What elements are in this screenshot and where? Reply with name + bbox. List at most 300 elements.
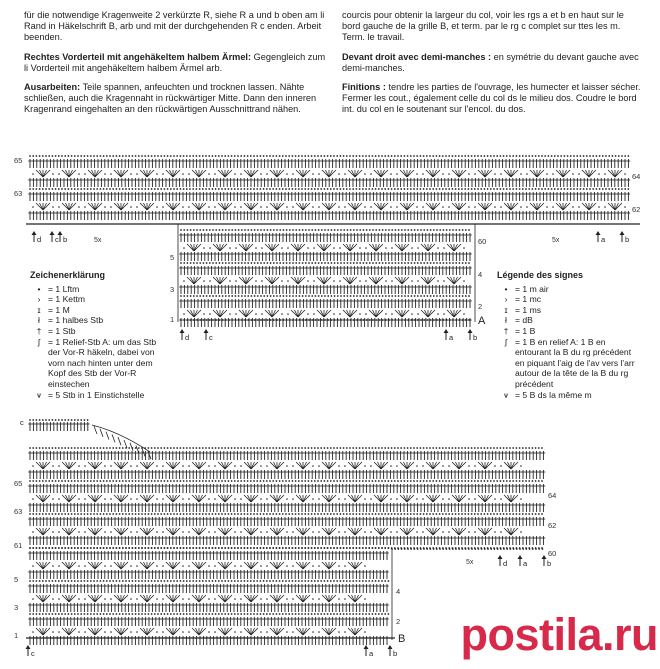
- fan-mark: [350, 244, 357, 251]
- chain-mark: [287, 247, 289, 249]
- chain-mark: [45, 447, 47, 449]
- fan-mark: [194, 277, 201, 284]
- chain-mark: [212, 188, 214, 190]
- fan-mark: [530, 170, 537, 177]
- chain-mark: [414, 229, 416, 231]
- chain-mark: [276, 262, 278, 264]
- chain-mark: [320, 155, 322, 157]
- chain-mark: [372, 480, 374, 482]
- chain-mark: [119, 188, 121, 190]
- chain-mark: [359, 262, 361, 264]
- chain-mark: [605, 155, 607, 157]
- chain-mark: [144, 480, 146, 482]
- chain-mark: [263, 188, 265, 190]
- chain-mark: [554, 188, 556, 190]
- chain-mark: [388, 295, 390, 297]
- chain-mark: [307, 313, 309, 315]
- chain-mark: [205, 188, 207, 190]
- chain-mark: [349, 447, 351, 449]
- chain-mark: [410, 480, 412, 482]
- chain-mark: [104, 465, 106, 467]
- chain-mark: [208, 480, 210, 482]
- chain-mark: [370, 173, 372, 175]
- chain-mark: [370, 465, 372, 467]
- chain-mark: [429, 155, 431, 157]
- chain-mark: [516, 188, 518, 190]
- chain-mark: [68, 419, 70, 421]
- chain-mark: [420, 480, 422, 482]
- chain-mark: [484, 188, 486, 190]
- chain-mark: [522, 447, 524, 449]
- chain-mark: [528, 155, 530, 157]
- chain-mark: [538, 447, 540, 449]
- chain-mark: [228, 295, 230, 297]
- chain-mark: [452, 295, 454, 297]
- chain-mark: [324, 229, 326, 231]
- chain-mark: [519, 188, 521, 190]
- chain-mark: [404, 262, 406, 264]
- chain-mark: [455, 447, 457, 449]
- chain-mark: [321, 319, 323, 321]
- chain-mark: [209, 262, 211, 264]
- chain-mark: [250, 188, 252, 190]
- chain-mark: [333, 188, 335, 190]
- chain-mark: [122, 188, 124, 190]
- chart-a-label: A: [478, 315, 486, 327]
- chain-mark: [449, 229, 451, 231]
- fan-mark: [187, 277, 194, 284]
- chain-mark: [427, 295, 429, 297]
- chain-mark: [162, 206, 164, 208]
- chain-mark: [324, 262, 326, 264]
- chain-mark: [160, 447, 162, 449]
- fan-mark: [199, 170, 206, 177]
- chain-mark: [302, 229, 304, 231]
- chain-mark: [369, 295, 371, 297]
- chain-mark: [199, 229, 201, 231]
- chain-mark: [295, 155, 297, 157]
- chain-mark: [411, 262, 413, 264]
- chain-mark: [257, 319, 259, 321]
- chain-mark: [344, 206, 346, 208]
- chain-mark: [261, 313, 263, 315]
- chain-mark: [474, 188, 476, 190]
- chain-mark: [183, 188, 185, 190]
- chain-mark: [170, 188, 172, 190]
- chain-mark: [439, 295, 441, 297]
- chain-mark: [512, 447, 514, 449]
- chain-mark: [427, 229, 429, 231]
- chain-mark: [313, 313, 315, 315]
- chain-mark: [384, 155, 386, 157]
- chain-mark: [84, 465, 86, 467]
- chain-mark: [289, 262, 291, 264]
- chain-mark: [241, 262, 243, 264]
- chain-mark: [391, 262, 393, 264]
- chain-mark: [480, 155, 482, 157]
- chain-mark: [404, 229, 406, 231]
- chain-mark: [433, 295, 435, 297]
- stitch-mark: [130, 443, 133, 451]
- chain-mark: [365, 480, 367, 482]
- chain-mark: [32, 465, 34, 467]
- fan-mark: [88, 462, 95, 469]
- chain-mark: [58, 188, 60, 190]
- chain-mark: [269, 480, 271, 482]
- fan-mark: [213, 310, 220, 317]
- german-intro: für die notwendige Kragenweite 2 verkürzte R, siehe R a und b oben am li Rand in Häkelschrift B, arb und mit der durchgehenden R c enden. Arbeit beenden.: [24, 10, 325, 43]
- fan-mark: [199, 462, 206, 469]
- fan-mark: [69, 203, 76, 210]
- chain-mark: [311, 188, 313, 190]
- chain-mark: [404, 480, 406, 482]
- chain-mark: [333, 155, 335, 157]
- fan-mark: [355, 462, 362, 469]
- chain-mark: [298, 447, 300, 449]
- chain-mark: [618, 188, 620, 190]
- chain-mark: [222, 262, 224, 264]
- fan-mark: [433, 462, 440, 469]
- french-right-front-title: Devant droit avec demi-manches :: [342, 51, 492, 62]
- fan-mark: [317, 244, 324, 251]
- fan-mark: [407, 203, 414, 210]
- chain-mark: [395, 319, 397, 321]
- chain-mark: [321, 229, 323, 231]
- chain-mark: [235, 262, 237, 264]
- chain-mark: [276, 155, 278, 157]
- chain-mark: [276, 319, 278, 321]
- chain-mark: [247, 188, 249, 190]
- chain-mark: [407, 480, 409, 482]
- chain-mark: [416, 447, 418, 449]
- chain-mark: [228, 262, 230, 264]
- chain-mark: [234, 465, 236, 467]
- chain-mark: [270, 295, 272, 297]
- chain-mark: [331, 319, 333, 321]
- chain-mark: [186, 480, 188, 482]
- chain-mark: [599, 188, 601, 190]
- chain-mark: [29, 188, 31, 190]
- chain-mark: [240, 465, 242, 467]
- chain-mark: [189, 155, 191, 157]
- chain-mark: [240, 188, 242, 190]
- fan-mark: [322, 462, 329, 469]
- chain-mark: [78, 465, 80, 467]
- fan-mark: [421, 310, 428, 317]
- chain-mark: [283, 295, 285, 297]
- chain-mark: [48, 188, 50, 190]
- chain-mark: [388, 229, 390, 231]
- chain-mark: [366, 295, 368, 297]
- fan-mark: [192, 203, 199, 210]
- arrow-head: [32, 231, 37, 235]
- chain-mark: [366, 319, 368, 321]
- chain-mark: [484, 447, 486, 449]
- chain-mark: [231, 229, 233, 231]
- chain-mark: [263, 480, 265, 482]
- chain-mark: [186, 188, 188, 190]
- chain-mark: [203, 313, 205, 315]
- chain-mark: [234, 188, 236, 190]
- chain-mark: [292, 155, 294, 157]
- chain-mark: [251, 319, 253, 321]
- chain-mark: [125, 447, 127, 449]
- chain-mark: [343, 262, 345, 264]
- chain-mark: [196, 229, 198, 231]
- chain-mark: [305, 262, 307, 264]
- chain-mark: [71, 419, 73, 421]
- chain-mark: [359, 188, 361, 190]
- chain-mark: [416, 173, 418, 175]
- chain-mark: [302, 262, 304, 264]
- chain-mark: [317, 447, 319, 449]
- chain-mark: [490, 480, 492, 482]
- chain-mark: [64, 155, 66, 157]
- chain-mark: [312, 465, 314, 467]
- chain-mark: [254, 319, 256, 321]
- chain-mark: [468, 480, 470, 482]
- chain-mark: [241, 319, 243, 321]
- chain-mark: [398, 295, 400, 297]
- chain-mark: [266, 465, 268, 467]
- chain-mark: [564, 155, 566, 157]
- chain-mark: [234, 206, 236, 208]
- chain-mark: [36, 447, 38, 449]
- chain-mark: [448, 480, 450, 482]
- fan-mark: [537, 170, 544, 177]
- chain-mark: [285, 447, 287, 449]
- chain-mark: [340, 262, 342, 264]
- chain-mark: [257, 229, 259, 231]
- chain-mark: [608, 155, 610, 157]
- chain-mark: [125, 155, 127, 157]
- fan-mark: [381, 170, 388, 177]
- chain-mark: [388, 155, 390, 157]
- chain-mark: [378, 155, 380, 157]
- chain-mark: [273, 295, 275, 297]
- chain-mark: [238, 319, 240, 321]
- chain-mark: [52, 173, 54, 175]
- chain-mark: [340, 447, 342, 449]
- chain-mark: [135, 188, 137, 190]
- fan-mark: [589, 203, 596, 210]
- chain-mark: [423, 447, 425, 449]
- chain-mark: [52, 480, 54, 482]
- chain-mark: [100, 447, 102, 449]
- chain-mark: [446, 262, 448, 264]
- chain-mark: [229, 247, 231, 249]
- chain-mark: [87, 447, 89, 449]
- fan-mark: [291, 277, 298, 284]
- chain-mark: [238, 229, 240, 231]
- fan-mark: [114, 170, 121, 177]
- chain-mark: [272, 188, 274, 190]
- chain-mark: [183, 313, 185, 315]
- chain-mark: [356, 155, 358, 157]
- chain-mark: [468, 447, 470, 449]
- chain-mark: [189, 447, 191, 449]
- chain-mark: [289, 295, 291, 297]
- fan-mark: [459, 462, 466, 469]
- chain-mark: [48, 419, 50, 421]
- chain-mark: [272, 155, 274, 157]
- chain-mark: [334, 295, 336, 297]
- chain-mark: [423, 155, 425, 157]
- chain-mark: [557, 188, 559, 190]
- fan-mark: [395, 277, 402, 284]
- chain-mark: [350, 229, 352, 231]
- chain-mark: [420, 262, 422, 264]
- chain-mark: [443, 313, 445, 315]
- chain-mark: [193, 262, 195, 264]
- chain-mark: [423, 480, 425, 482]
- chain-mark: [283, 262, 285, 264]
- fan-mark: [369, 277, 376, 284]
- chain-mark: [407, 262, 409, 264]
- chain-mark: [231, 155, 233, 157]
- chain-mark: [455, 480, 457, 482]
- chain-mark: [212, 447, 214, 449]
- row-number: 3: [170, 285, 175, 294]
- chain-mark: [260, 465, 262, 467]
- chain-mark: [433, 319, 435, 321]
- chain-mark: [203, 319, 205, 321]
- fan-mark: [478, 203, 485, 210]
- chain-mark: [61, 188, 63, 190]
- chain-mark: [255, 280, 257, 282]
- chain-mark: [250, 480, 252, 482]
- chain-mark: [560, 188, 562, 190]
- chain-mark: [372, 295, 374, 297]
- chain-mark: [80, 480, 82, 482]
- fan-mark: [563, 203, 570, 210]
- chain-mark: [167, 447, 169, 449]
- chain-mark: [112, 447, 114, 449]
- chain-mark: [32, 447, 34, 449]
- chain-mark: [285, 480, 287, 482]
- fan-mark: [303, 462, 310, 469]
- chain-mark: [365, 155, 367, 157]
- chain-mark: [148, 480, 150, 482]
- chain-mark: [279, 447, 281, 449]
- chain-mark: [551, 155, 553, 157]
- chain-mark: [363, 262, 365, 264]
- chain-mark: [247, 229, 249, 231]
- chain-mark: [448, 465, 450, 467]
- chain-mark: [436, 295, 438, 297]
- chain-mark: [463, 313, 465, 315]
- chain-mark: [218, 447, 220, 449]
- chain-mark: [487, 480, 489, 482]
- chain-mark: [221, 155, 223, 157]
- chain-mark: [525, 447, 527, 449]
- chain-mark: [199, 262, 201, 264]
- chain-mark: [576, 155, 578, 157]
- chain-mark: [353, 229, 355, 231]
- chain-mark: [71, 188, 73, 190]
- chain-mark: [334, 229, 336, 231]
- chain-mark: [106, 155, 108, 157]
- chain-mark: [273, 229, 275, 231]
- fan-mark: [246, 244, 253, 251]
- chain-mark: [61, 480, 63, 482]
- fan-mark: [322, 203, 329, 210]
- chain-mark: [193, 229, 195, 231]
- chain-mark: [292, 480, 294, 482]
- chain-mark: [446, 319, 448, 321]
- chain-mark: [170, 480, 172, 482]
- chain-mark: [244, 262, 246, 264]
- chain-mark: [484, 480, 486, 482]
- fan-mark: [244, 203, 251, 210]
- fan-mark: [381, 462, 388, 469]
- chain-mark: [45, 188, 47, 190]
- chain-mark: [196, 188, 198, 190]
- chain-mark: [196, 262, 198, 264]
- chain-mark: [183, 262, 185, 264]
- chain-mark: [203, 295, 205, 297]
- chain-mark: [266, 480, 268, 482]
- chain-mark: [141, 480, 143, 482]
- chain-mark: [52, 419, 54, 421]
- chain-mark: [84, 419, 86, 421]
- fan-mark: [374, 462, 381, 469]
- chain-mark: [288, 155, 290, 157]
- chain-mark: [68, 188, 70, 190]
- chain-mark: [260, 262, 262, 264]
- chain-mark: [520, 173, 522, 175]
- chain-mark: [324, 188, 326, 190]
- chain-mark: [420, 447, 422, 449]
- fan-mark: [459, 170, 466, 177]
- chain-mark: [366, 262, 368, 264]
- chain-mark: [244, 155, 246, 157]
- chain-mark: [104, 206, 106, 208]
- chain-mark: [362, 480, 364, 482]
- chain-mark: [552, 206, 554, 208]
- chain-mark: [106, 188, 108, 190]
- fan-mark: [277, 203, 284, 210]
- chain-mark: [263, 447, 265, 449]
- chain-mark: [225, 295, 227, 297]
- chain-mark: [436, 319, 438, 321]
- stitch-mark: [106, 432, 109, 440]
- chain-mark: [340, 295, 342, 297]
- chain-mark: [321, 262, 323, 264]
- chain-mark: [240, 173, 242, 175]
- chain-mark: [58, 206, 60, 208]
- chain-mark: [474, 465, 476, 467]
- fan-mark: [218, 203, 225, 210]
- chain-mark: [442, 155, 444, 157]
- chain-mark: [433, 262, 435, 264]
- chain-mark: [183, 155, 185, 157]
- chain-mark: [379, 295, 381, 297]
- chain-mark: [148, 155, 150, 157]
- chain-mark: [494, 206, 496, 208]
- chain-mark: [612, 188, 614, 190]
- chain-mark: [330, 188, 332, 190]
- fan-mark: [194, 310, 201, 317]
- chain-mark: [580, 188, 582, 190]
- chain-mark: [411, 295, 413, 297]
- chain-mark: [493, 447, 495, 449]
- chain-mark: [525, 155, 527, 157]
- chain-mark: [286, 262, 288, 264]
- chain-mark: [241, 295, 243, 297]
- fan-mark: [95, 170, 102, 177]
- fan-mark: [291, 244, 298, 251]
